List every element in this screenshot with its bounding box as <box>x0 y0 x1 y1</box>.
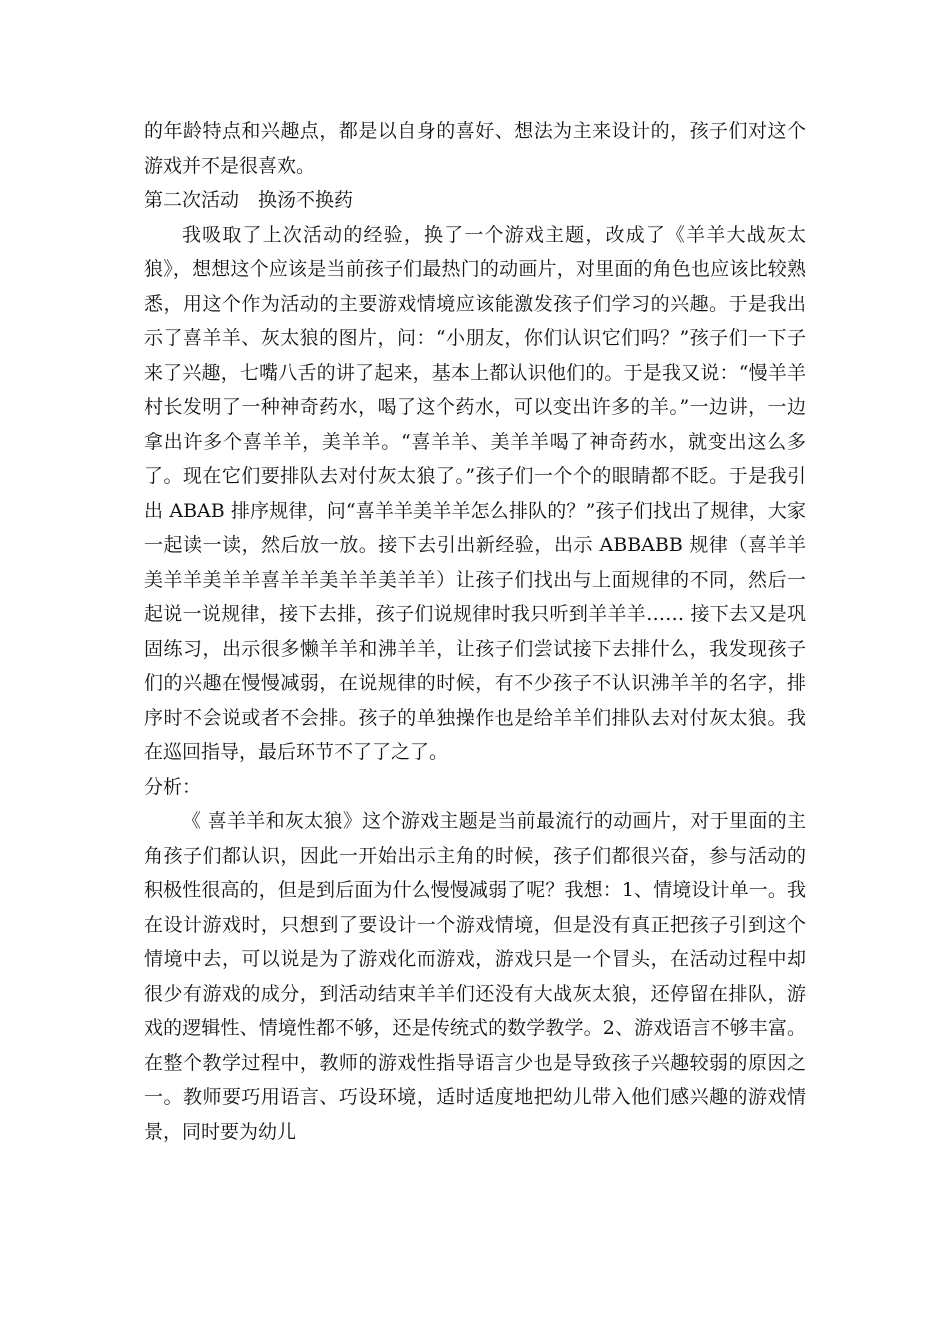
paragraph-second-activity: 我吸取了上次活动的经验，换了一个游戏主题，改成了《羊羊大战灰太狼》，想想这个应该是当前孩子们最热门的动画片，对里面的角色也应该比较熟悉，用这个作为活动的主要游戏情境应该能激发孩子们学习的兴趣。于是我出示了喜羊羊、灰太狼的图片，问：“小朋友，你们认识它们吗？”孩子们一下子来了兴趣，七嘴八舌的讲了起来，基本上都认识他们的。于是我又说：“慢羊羊村长发明了一种神奇药水，喝了这个药水，可以变出许多的羊。”一边讲，一边拿出许多个喜羊羊，美羊羊。“喜羊羊、美羊羊喝了神奇药水，就变出这么多了。现在它们要排队去对付灰太狼了。”孩子们一个个的眼睛都不眨。于是我引出 ABAB 排序规律，问“喜羊羊美羊羊怎么排队的？”孩子们找出了规律，大家一起读一读，然后放一放。接下去引出新经验，出示 ABBABB 规律（喜羊羊美羊羊美羊羊喜羊羊美羊羊美羊羊）让孩子们找出与上面规律的不同，然后一起说一说规律，接下去排，孩子们说规律时我只听到羊羊羊…… 接下去又是巩固练习，出示很多懒羊羊和沸羊羊，让孩子们尝试接下去排什么，我发现孩子们的兴趣在慢慢减弱，在说规律的时候，有不少孩子不认识沸羊羊的名字，排序时不会说或者不会排。孩子的单独操作也是给羊羊们排队去对付灰太狼。我在巡回指导，最后环节不了了之了。 <box>144 223 806 763</box>
paragraph-analysis: 《 喜羊羊和灰太狼》这个游戏主题是当前最流行的动画片，对于里面的主角孩子们都认识，因此一开始出示主角的时候，孩子们都很兴奋，参与活动的积极性很高的，但是到后面为什么慢慢减弱了呢？我想：1、情境设计单一。我在设计游戏时，只想到了要设计一个游戏情境，但是没有真正把孩子引到这个情境中去，可以说是为了游戏化而游戏，游戏只是一个冒头，在活动过程中却很少有游戏的成分，到活动结束羊羊们还没有大战灰太狼，还停留在排队，游戏的逻辑性、情境性都不够，还是传统式的数学教学。2、游戏语言不够丰富。在整个教学过程中，教师的游戏性指导语言少也是导致孩子兴趣较弱的原因之一。教师要巧用语言、巧设环境，适时适度地把幼儿带入他们感兴趣的游戏情景，同时要为幼儿 <box>144 810 806 1143</box>
paragraph-continuation: 的年龄特点和兴趣点，都是以自身的喜好、想法为主来设计的，孩子们对这个游戏并不是很喜欢。 <box>144 120 806 177</box>
document-body <box>144 114 806 1149</box>
section-heading-second-activity: 第二次活动 换汤不换药 <box>144 189 354 211</box>
section-heading-analysis: 分析： <box>144 775 202 798</box>
